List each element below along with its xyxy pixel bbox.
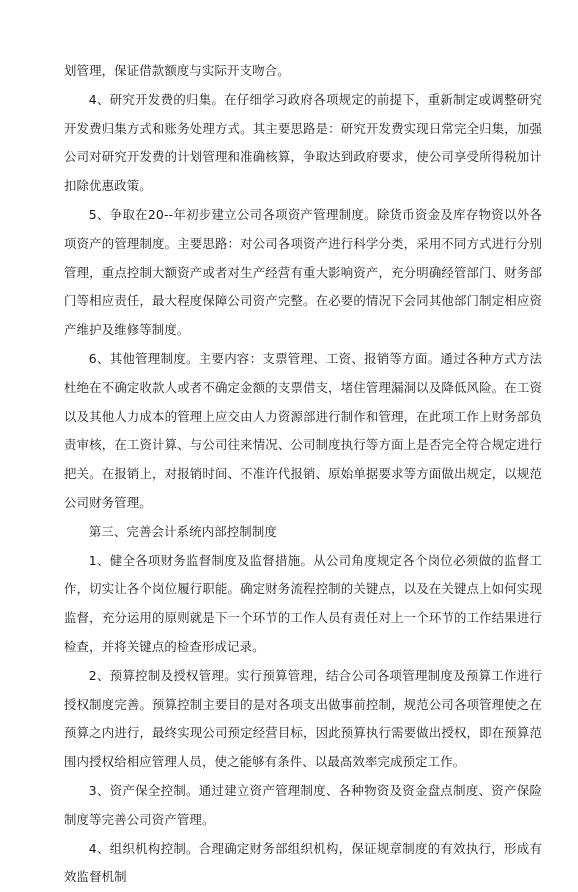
paragraph-other-management: 6、其他管理制度。主要内容：支票管理、工资、报销等方面。通过各种方式方法杜绝在不确定收款人或者不确定金额的支票借支，堵住管理漏洞以及降低风险。在工资以及其他人力成本的管理上应交由人力资源部进行制作和管理，在此项工作上财务部负责审核，在工资计算、与公司往来情况、公司制度执行等方面上是否完全符合规定进行把关。在报销上，对报销时间、不准许代报销、原始单据要求等方面做出规定，以规范公司财务管理。	[64, 350, 542, 510]
paragraph-rd-expense: 4、研究开发费的归集。在仔细学习政府各项规定的前提下，重新制定或调整研究开发费归集方式和账务处理方式。其主要思路是：研究开发费实现日常完全归集，加强公司对研究开发费的计划管理和准确核算，争取达到政府要求，使公司享受所得税加计扣除优惠政策。	[64, 91, 542, 194]
section-heading-internal-control: 第三、完善会计系统内部控制制度	[88, 523, 277, 539]
paragraph-budget-control: 2、预算控制及授权管理。实行预算管理，结合公司各项管理制度及预算工作进行授权制度完善。预算控制主要目的是对各项支出做事前控制，规范公司各项管理使之在预算之内进行，最终实现公司预定经营目标，因此预算执行需要做出授权，即在预算范围内授权给相应管理人员，使之能够有条件、以最高效率完成预定工作。	[64, 667, 542, 770]
paragraph-asset-management: 5、争取在20--年初步建立公司各项资产管理制度。除货币资金及库存物资以外各项资产的管理制度。主要思路：对公司各项资产进行科学分类，采用不同方式进行分别管理，重点控制大额资产或者对生产经营有重大影响资产，充分明确经管部门、财务部门等相应责任，最大程度保障公司资产完整。在必要的情况下会同其他部门制定相应资产维护及维修等制度。	[64, 206, 542, 338]
paragraph-supervision: 1、健全各项财务监督制度及监督措施。从公司角度规定各个岗位必须做的监督工作，切实让各个岗位履行职能。确定财务流程控制的关键点，以及在关键点上如何实现监督，充分运用的原则就是下一个环节的工作人员有责任对上一个环节的工作结果进行检查，并将关键点的检查形成记录。	[64, 552, 542, 654]
paragraph-continuation: 划管理，保证借款额度与实际开支吻合。	[64, 63, 290, 78]
paragraph-asset-protection: 3、资产保全控制。通过建立资产管理制度、各种物资及资金盘点制度、资产保险制度等完善公司资产管理。	[64, 782, 542, 827]
paragraph-organization-control: 4、组织机构控制。合理确定财务部组织机构，保证规章制度的有效执行，形成有效监督机制	[64, 840, 542, 885]
